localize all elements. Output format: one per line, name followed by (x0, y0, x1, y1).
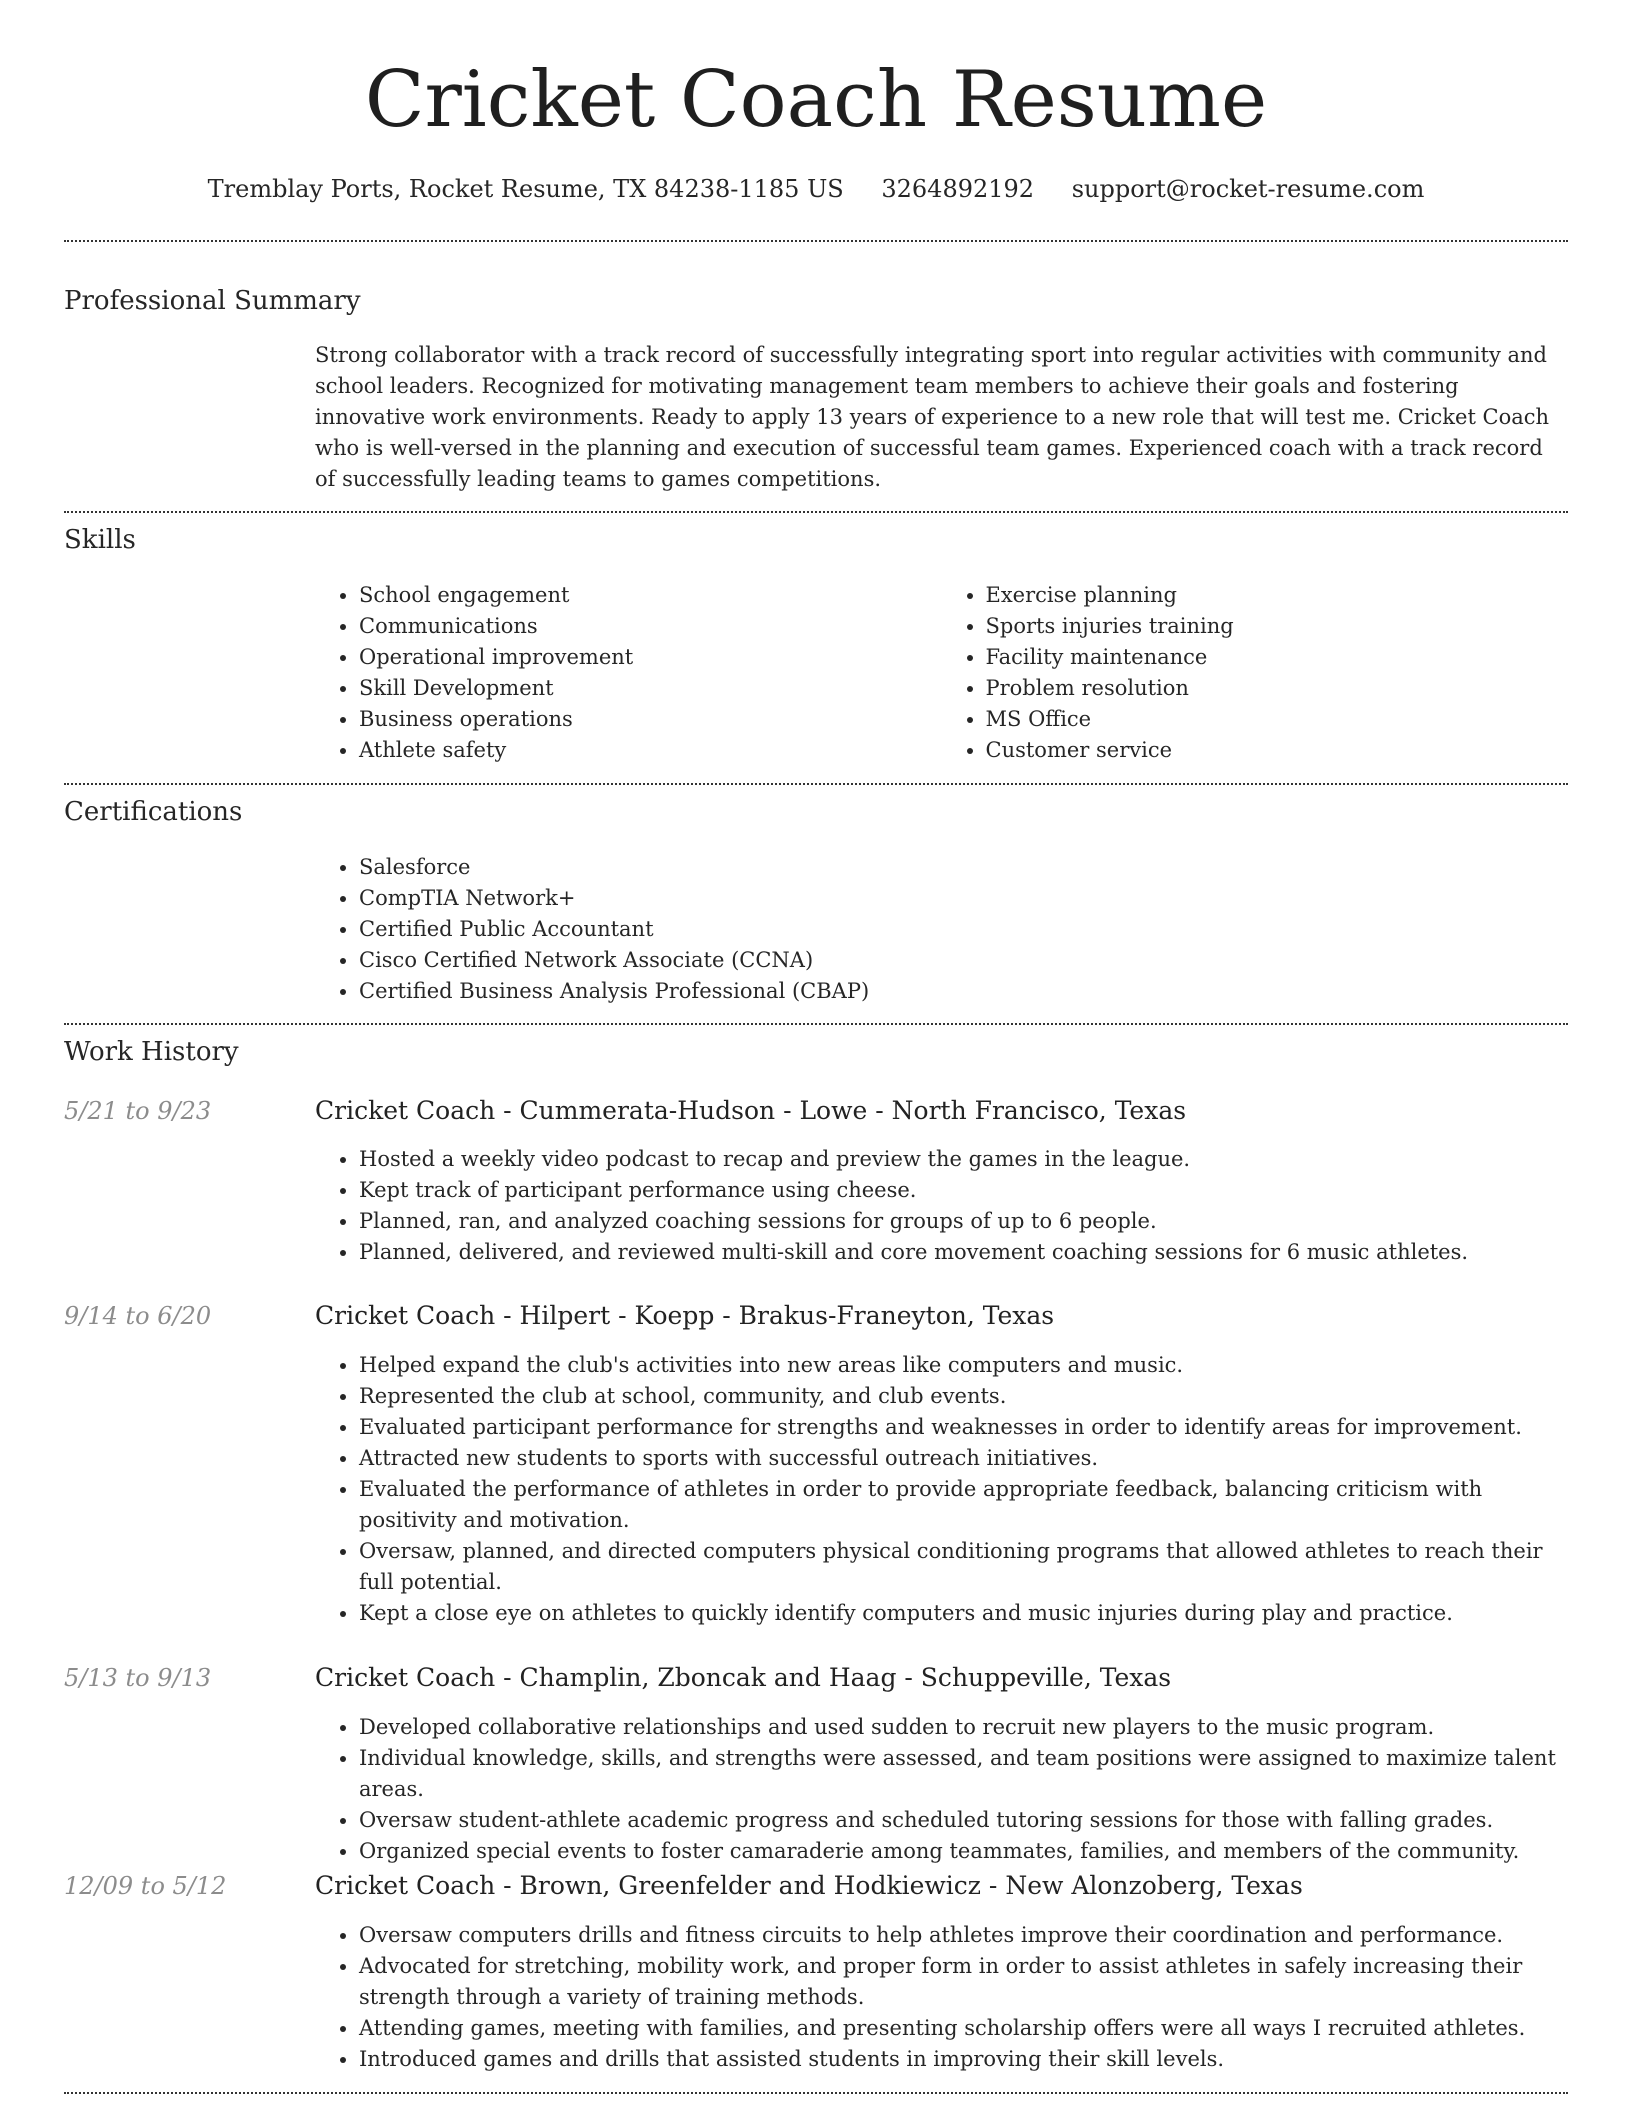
list-item: • Advocated for stretching, mobility work, and proper form in order to assist athletes in safely increasing their strength through a variety of training methods. (359, 1951, 1568, 2013)
section-divider (64, 2092, 1568, 2094)
list-item: • Certified Business Analysis Professional (CBAP) (359, 976, 1568, 1007)
work-heading: Work History (64, 1037, 239, 1067)
job-details (315, 1144, 1568, 1268)
list-item: • Facility maintenance (986, 642, 1569, 673)
list-item: • Evaluated participant performance for strengths and weaknesses in order to identify areas for improvement. (359, 1412, 1568, 1443)
list-item: • Athlete safety (359, 735, 942, 766)
list-item: • Customer service (986, 735, 1569, 766)
job-details (315, 1920, 1568, 2075)
contact-address: Tremblay Ports, Rocket Resume, TX 84238-1185 US (207, 175, 844, 203)
list-item: • School engagement (359, 580, 942, 611)
summary-text: Strong collaborator with a track record of successfully integrating sport into regular activities with community and school leaders. Recognized for motivating management team members to achieve their goals and fostering innovative work environments. Ready to apply 13 years of experience to a new role that will test me. Cricket Coach who is well-versed in the planning and execution of successful team games. Experienced coach with a track record of successfully leading teams to games competitions. (315, 343, 1550, 491)
job-title: Cricket Coach - Brown, Greenfelder and Hodkiewicz - New Alonzoberg, Texas (315, 1871, 1303, 1900)
job-bullets (315, 1350, 1568, 1629)
section-divider (64, 511, 1568, 513)
list-item: • Kept track of participant performance using cheese. (359, 1175, 1568, 1206)
list-item: • Evaluated the performance of athletes in order to provide appropriate feedback, balancing criticism with positivity and motivation. (359, 1474, 1568, 1536)
list-item: • Planned, delivered, and reviewed multi-skill and core movement coaching sessions for 6 music athletes. (359, 1237, 1568, 1268)
list-item: • Hosted a weekly video podcast to recap and preview the games in the league. (359, 1144, 1568, 1175)
summary-section (315, 340, 1568, 495)
job-title: Cricket Coach - Champlin, Zboncak and Haag - Schuppeville, Texas (315, 1663, 1172, 1692)
list-item: • Individual knowledge, skills, and strengths were assessed, and team positions were assigned to maximize talent areas. (359, 1743, 1568, 1805)
list-item: • Attracted new students to sports with successful outreach initiatives. (359, 1443, 1568, 1474)
resume-page (64, 0, 1568, 2112)
list-item: • Skill Development (359, 673, 942, 704)
list-item: • Certified Public Accountant (359, 914, 1568, 945)
skills-section (315, 580, 1568, 766)
list-item: • Introduced games and drills that assisted students in improving their skill levels. (359, 2044, 1568, 2075)
certifications-list (315, 852, 1568, 1007)
section-divider (64, 783, 1568, 785)
job-dates: 5/13 to 9/13 (64, 1664, 212, 1692)
job-dates: 9/14 to 6/20 (64, 1302, 212, 1330)
list-item: • Problem resolution (986, 673, 1569, 704)
certifications-heading: Certifications (64, 797, 243, 827)
list-item: • Represented the club at school, community, and club events. (359, 1381, 1568, 1412)
job-title: Cricket Coach - Hilpert - Koepp - Brakus-Franeyton, Texas (315, 1301, 1055, 1330)
list-item: • MS Office (986, 704, 1569, 735)
job-title: Cricket Coach - Cummerata-Hudson - Lowe - North Francisco, Texas (315, 1096, 1187, 1125)
list-item: • Helped expand the club's activities into new areas like computers and music. (359, 1350, 1568, 1381)
list-item: • Salesforce (359, 852, 1568, 883)
list-item: • Business operations (359, 704, 942, 735)
list-item: • Organized special events to foster camaraderie among teammates, families, and members of the community. (359, 1836, 1568, 1867)
section-divider (64, 240, 1568, 242)
contact-line (64, 171, 1568, 207)
contact-phone: 3264892192 (881, 175, 1035, 203)
section-divider (64, 1023, 1568, 1025)
job-dates: 5/21 to 9/23 (64, 1097, 212, 1125)
skills-list-right (942, 580, 1569, 766)
list-item: • Oversaw computers drills and fitness circuits to help athletes improve their coordination and performance. (359, 1920, 1568, 1951)
job-bullets (315, 1144, 1568, 1268)
job-bullets (315, 1920, 1568, 2075)
skills-heading: Skills (64, 525, 136, 555)
list-item: • Operational improvement (359, 642, 942, 673)
list-item: • Developed collaborative relationships and used sudden to recruit new players to the music program. (359, 1712, 1568, 1743)
list-item: • Communications (359, 611, 942, 642)
job-details (315, 1350, 1568, 1629)
list-item: • CompTIA Network+ (359, 883, 1568, 914)
list-item: • Kept a close eye on athletes to quickly identify computers and music injuries during play and practice. (359, 1598, 1568, 1629)
skills-list-left (315, 580, 942, 766)
list-item: • Oversaw student-athlete academic progress and scheduled tutoring sessions for those with falling grades. (359, 1805, 1568, 1836)
certifications-section (315, 852, 1568, 1007)
list-item: • Cisco Certified Network Associate (CCNA) (359, 945, 1568, 976)
contact-email: support@rocket-resume.com (1071, 175, 1425, 203)
list-item: • Oversaw, planned, and directed computers physical conditioning programs that allowed athletes to reach their full potential. (359, 1536, 1568, 1598)
summary-heading: Professional Summary (64, 286, 361, 316)
list-item: • Exercise planning (986, 580, 1569, 611)
list-item: • Attending games, meeting with families, and presenting scholarship offers were all ways I recruited athletes. (359, 2013, 1568, 2044)
job-dates: 12/09 to 5/12 (64, 1872, 227, 1900)
job-bullets (315, 1712, 1568, 1867)
list-item: • Sports injuries training (986, 611, 1569, 642)
list-item: • Planned, ran, and analyzed coaching sessions for groups of up to 6 people. (359, 1206, 1568, 1237)
page-title: Cricket Coach Resume (364, 55, 1268, 145)
job-details (315, 1712, 1568, 1867)
